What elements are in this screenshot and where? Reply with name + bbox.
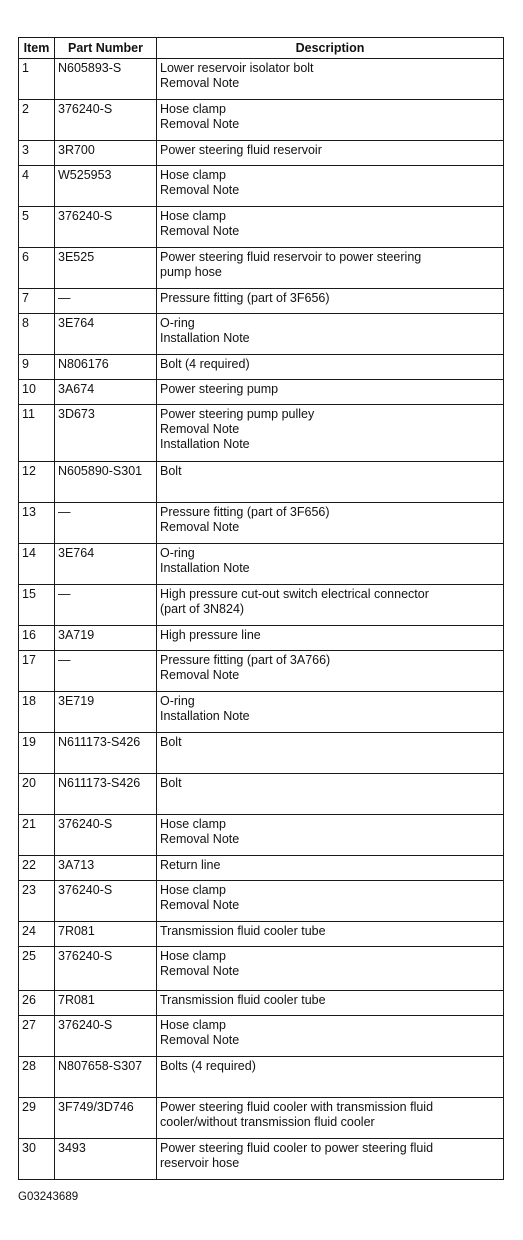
description-line: Bolt (4 required) [160,357,250,371]
table-row [19,1057,504,1098]
cell-item: 6 [19,248,55,289]
cell-description [157,947,504,991]
cell-part-number: 7R081 [55,922,157,947]
description-line: Installation Note [160,561,250,575]
table-row [19,248,504,289]
cell-part-number: — [55,503,157,544]
description-line: Bolt [160,735,182,749]
description-line: pump hose [160,265,222,279]
description-line: Removal Note [160,668,240,682]
cell-part-number: 3A713 [55,856,157,881]
cell-item: 20 [19,774,55,815]
cell-part-number: — [55,585,157,626]
table-header [19,38,504,59]
table-row [19,626,504,651]
cell-part-number: 3A719 [55,626,157,651]
description-line: Installation Note [160,437,250,451]
table-row [19,289,504,314]
table-row [19,774,504,815]
description-line: Hose clamp [160,102,226,116]
cell-part-number: 3R700 [55,141,157,166]
cell-description [157,59,504,100]
table-row [19,544,504,585]
cell-part-number: N611173-S426 [55,733,157,774]
cell-description [157,856,504,881]
table-row [19,503,504,544]
cell-description [157,314,504,355]
table-row [19,166,504,207]
cell-item: 19 [19,733,55,774]
table-row [19,1016,504,1057]
table-row [19,991,504,1016]
cell-item: 8 [19,314,55,355]
cell-part-number: 376240-S [55,207,157,248]
cell-part-number: N806176 [55,355,157,380]
cell-description [157,166,504,207]
description-line: Removal Note [160,898,240,912]
table-row [19,947,504,991]
cell-part-number: 3E764 [55,314,157,355]
description-line: Power steering fluid cooler with transmission fluid [160,1100,434,1114]
cell-item: 9 [19,355,55,380]
cell-part-number: 376240-S [55,947,157,991]
cell-description [157,289,504,314]
table-row [19,314,504,355]
cell-item: 2 [19,100,55,141]
cell-item: 22 [19,856,55,881]
cell-part-number: 376240-S [55,815,157,856]
description-line: Installation Note [160,331,250,345]
table-row [19,207,504,248]
description-line: O-ring [160,694,195,708]
cell-description [157,1098,504,1139]
description-line: Removal Note [160,964,240,978]
parts-table [18,37,504,1180]
table-row [19,355,504,380]
cell-part-number: 376240-S [55,100,157,141]
cell-item: 28 [19,1057,55,1098]
cell-part-number: 3D673 [55,405,157,462]
description-line: Installation Note [160,709,250,723]
table-row [19,141,504,166]
description-line: Removal Note [160,1033,240,1047]
cell-item: 13 [19,503,55,544]
description-line: (part of 3N824) [160,602,245,616]
table-row [19,585,504,626]
table-row [19,380,504,405]
header-part-number: Part Number [55,38,157,59]
description-line: Hose clamp [160,168,226,182]
cell-description [157,651,504,692]
table-row [19,856,504,881]
cell-item: 29 [19,1098,55,1139]
description-line: Pressure fitting (part of 3F656) [160,505,330,519]
cell-part-number: — [55,651,157,692]
cell-item: 3 [19,141,55,166]
header-row [19,38,504,59]
cell-item: 7 [19,289,55,314]
cell-description [157,733,504,774]
cell-item: 15 [19,585,55,626]
description-line: Hose clamp [160,817,226,831]
description-line: Bolt [160,464,182,478]
description-line: Transmission fluid cooler tube [160,993,326,1007]
header-description: Description [157,38,504,59]
cell-part-number: N807658-S307 [55,1057,157,1098]
cell-part-number: 376240-S [55,1016,157,1057]
cell-item: 17 [19,651,55,692]
description-line: Removal Note [160,832,240,846]
description-line: O-ring [160,546,195,560]
cell-item: 10 [19,380,55,405]
cell-item: 26 [19,991,55,1016]
description-line: Removal Note [160,224,240,238]
description-line: Hose clamp [160,1018,226,1032]
description-line: Transmission fluid cooler tube [160,924,326,938]
cell-description [157,585,504,626]
description-line: Removal Note [160,422,240,436]
description-line: Pressure fitting (part of 3A766) [160,653,331,667]
cell-part-number: N605893-S [55,59,157,100]
table-row [19,462,504,503]
figure-code: G03243689 [18,1191,79,1203]
cell-description [157,207,504,248]
cell-part-number: N605890-S301 [55,462,157,503]
cell-description [157,544,504,585]
description-line: O-ring [160,316,195,330]
cell-item: 30 [19,1139,55,1180]
cell-description [157,1016,504,1057]
description-line: High pressure cut-out switch electrical connector [160,587,429,601]
cell-part-number: N611173-S426 [55,774,157,815]
table-row [19,815,504,856]
table-row [19,59,504,100]
table-row [19,922,504,947]
cell-description [157,692,504,733]
description-line: Hose clamp [160,949,226,963]
cell-item: 18 [19,692,55,733]
cell-part-number: 3A674 [55,380,157,405]
description-line: Hose clamp [160,209,226,223]
cell-item: 1 [19,59,55,100]
description-line: Lower reservoir isolator bolt [160,61,314,75]
cell-item: 21 [19,815,55,856]
cell-description [157,1139,504,1180]
table-row [19,1139,504,1180]
description-line: Return line [160,858,221,872]
description-line: Power steering pump [160,382,279,396]
cell-part-number: 3E719 [55,692,157,733]
cell-item: 14 [19,544,55,585]
cell-description [157,991,504,1016]
description-line: Pressure fitting (part of 3F656) [160,291,330,305]
description-line: Removal Note [160,117,240,131]
cell-description [157,626,504,651]
cell-part-number: 3E525 [55,248,157,289]
description-line: cooler/without transmission fluid cooler [160,1115,375,1129]
cell-item: 12 [19,462,55,503]
cell-item: 5 [19,207,55,248]
cell-part-number: 3493 [55,1139,157,1180]
description-line: Power steering fluid reservoir [160,143,322,157]
cell-description [157,922,504,947]
description-line: reservoir hose [160,1156,240,1170]
cell-description [157,355,504,380]
description-line: Removal Note [160,520,240,534]
cell-item: 27 [19,1016,55,1057]
cell-description [157,774,504,815]
description-line: High pressure line [160,628,261,642]
table-row [19,733,504,774]
cell-description [157,248,504,289]
cell-description [157,141,504,166]
cell-description [157,503,504,544]
cell-part-number: 376240-S [55,881,157,922]
description-line: Removal Note [160,76,240,90]
table-row [19,692,504,733]
cell-description [157,881,504,922]
table-row [19,1098,504,1139]
cell-item: 11 [19,405,55,462]
cell-item: 4 [19,166,55,207]
cell-part-number: 7R081 [55,991,157,1016]
description-line: Power steering fluid cooler to power steering fluid [160,1141,434,1155]
cell-description [157,815,504,856]
table-row [19,881,504,922]
cell-item: 24 [19,922,55,947]
table-body [19,59,504,1180]
description-line: Hose clamp [160,883,226,897]
description-line: Power steering pump pulley [160,407,315,421]
cell-description [157,405,504,462]
description-line: Bolts (4 required) [160,1059,256,1073]
cell-item: 16 [19,626,55,651]
table-row [19,100,504,141]
table-row [19,651,504,692]
cell-description [157,380,504,405]
table-row [19,405,504,462]
cell-part-number: 3F749/3D746 [55,1098,157,1139]
cell-description [157,100,504,141]
cell-part-number: W525953 [55,166,157,207]
cell-item: 25 [19,947,55,991]
cell-description [157,1057,504,1098]
description-line: Bolt [160,776,182,790]
description-line: Removal Note [160,183,240,197]
cell-item: 23 [19,881,55,922]
cell-part-number: 3E764 [55,544,157,585]
cell-part-number: — [55,289,157,314]
description-line: Power steering fluid reservoir to power steering [160,250,422,264]
header-item: Item [19,38,55,59]
cell-description [157,462,504,503]
